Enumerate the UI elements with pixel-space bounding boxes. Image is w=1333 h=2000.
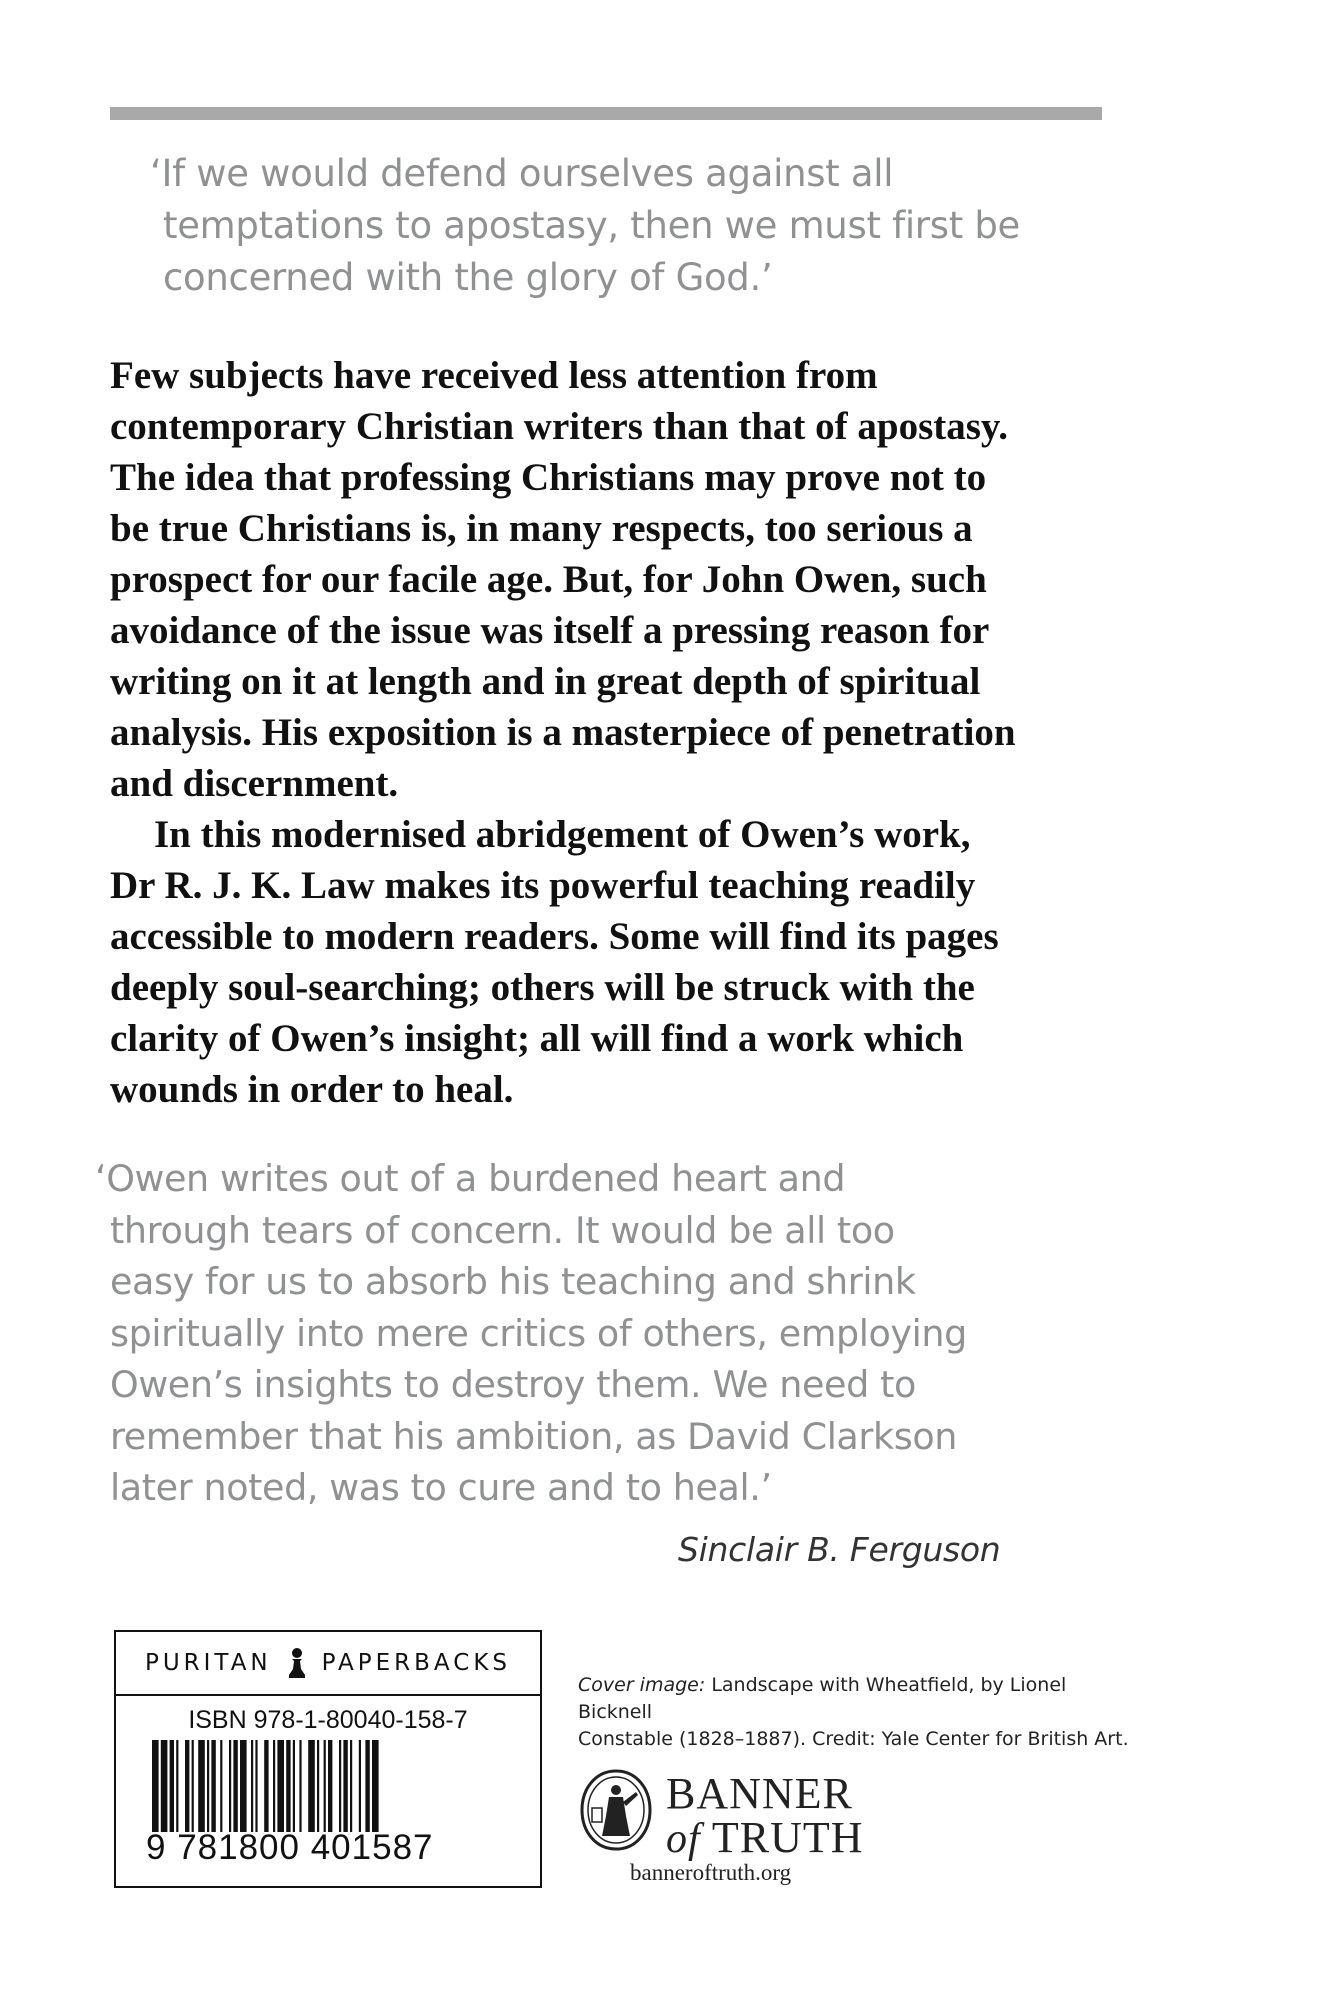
description-line: accessible to modern readers. Some will find its pages: [110, 915, 999, 958]
description-line: The idea that professing Christians may prove not to: [110, 456, 987, 499]
barcode: [152, 1740, 512, 1832]
top-divider-bar: [110, 107, 1102, 120]
publisher-url[interactable]: banneroftruth.org: [630, 1860, 792, 1885]
description-line: writing on it at length and in great depth of spiritual: [110, 660, 981, 703]
publisher-name-line1: BANNER: [666, 1769, 853, 1818]
series-name-left: PURITAN: [144, 1650, 272, 1676]
quote-line: temptations to apostasy, then we must first be: [163, 204, 1021, 247]
series-name: [116, 1632, 540, 1696]
description-line: deeply soul-searching; others will be struck with the: [110, 966, 975, 1009]
description-line: be true Christians is, in many respects, too serious a: [110, 507, 973, 550]
endorsement-author: Sinclair B. Ferguson: [678, 1530, 1001, 1569]
isbn-number: ISBN 978-1-80040-158-7: [188, 1706, 468, 1734]
endorsement-line: later noted, was to cure and to heal.’: [110, 1466, 772, 1509]
cover-image-credit: [578, 1672, 1138, 1753]
description-line: contemporary Christian writers than that of apostasy.: [110, 405, 1009, 448]
endorsement-line: spiritually into mere critics of others, employing: [110, 1311, 967, 1355]
description-line: Dr R. J. K. Law makes its powerful teaching readily: [110, 864, 976, 907]
description-line: clarity of Owen’s insight; all will find a work which: [110, 1017, 964, 1060]
endorsement-quote: [95, 1153, 1055, 1514]
endorsement-line: easy for us to absorb his teaching and shrink: [110, 1260, 916, 1303]
preacher-seal-icon: [578, 1768, 654, 1852]
description-line: analysis. His exposition is a masterpiece of penetration: [110, 711, 1016, 754]
top-pull-quote: [150, 148, 1070, 304]
pawn-icon: [286, 1647, 308, 1679]
publisher-name-line2: TRUTH: [711, 1813, 864, 1862]
quote-line: concerned with the glory of God.’: [163, 256, 773, 299]
description-line: Few subjects have received less attention from: [110, 354, 878, 397]
quote-line: ‘If we would defend ourselves against all: [150, 152, 894, 195]
cover-credit-text: Landscape with Wheatfield, by Lionel Bicknell: [578, 1674, 1067, 1723]
endorsement-line: Owen’s insights to destroy them. We need to: [110, 1363, 916, 1406]
barcode-digits: 9 781800 401587: [146, 1828, 434, 1867]
cover-credit-text: Constable (1828–1887). Credit: Yale Center for British Art.: [578, 1728, 1129, 1750]
description-line: In this modernised abridgement of Owen’s work,: [154, 813, 971, 856]
description-line: wounds in order to heal.: [110, 1068, 514, 1111]
description-line: and discernment.: [110, 762, 399, 805]
endorsement-line: remember that his ambition, as David Clarkson: [110, 1414, 958, 1458]
publisher-name-of: of: [666, 1816, 701, 1862]
description-line: prospect for our facile age. But, for John Owen, such: [110, 558, 987, 601]
publisher-wordmark: [666, 1769, 864, 1862]
endorsement-line: ‘Owen writes out of a burdened heart and: [95, 1157, 846, 1200]
description-line: avoidance of the issue was itself a pressing reason for: [110, 609, 990, 652]
isbn-barcode-box: [114, 1630, 542, 1888]
cover-credit-label: Cover image:: [578, 1674, 706, 1696]
series-name-right: PAPERBACKS: [321, 1650, 512, 1676]
book-description: [110, 350, 1140, 1115]
endorsement-line: through tears of concern. It would be all too: [110, 1208, 895, 1252]
